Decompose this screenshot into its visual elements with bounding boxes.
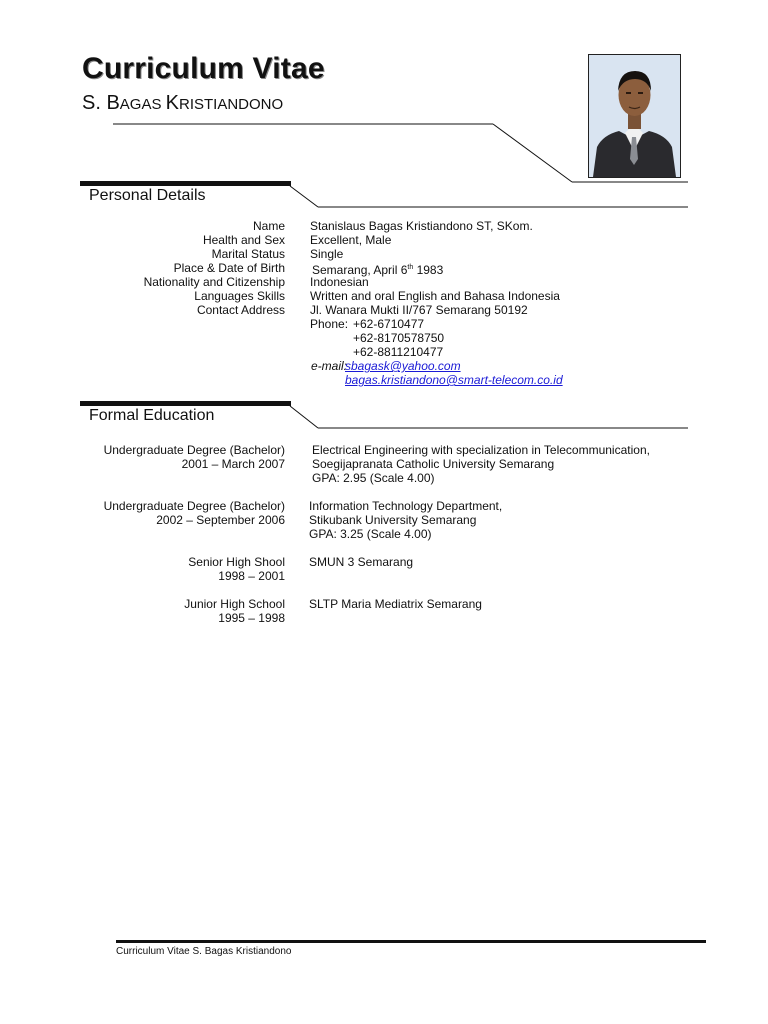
value-languages: Written and oral English and Bahasa Indonesia xyxy=(310,289,560,303)
label-languages: Languages Skills xyxy=(194,289,285,303)
name-last-rest: RISTIANDONO xyxy=(179,96,284,113)
phone-1: +62-6710477 xyxy=(353,317,425,331)
label-name: Name xyxy=(252,219,285,233)
section-title-education: Formal Education xyxy=(89,407,215,424)
name-prefix: S. xyxy=(82,92,107,114)
edu-3-line-1: SMUN 3 Semarang xyxy=(309,555,414,569)
name-last-initial: K xyxy=(165,92,179,114)
edu-1-label: Undergraduate Degree (Bachelor) xyxy=(103,443,285,457)
edu-2-period: 2002 – September 2006 xyxy=(156,513,285,527)
birth-suffix: th xyxy=(407,264,414,271)
edu-2-line-2: Stikubank University Semarang xyxy=(309,513,477,527)
label-marital: Marital Status xyxy=(211,247,285,261)
phone-label: Phone: xyxy=(310,317,349,331)
name-first-initial: B xyxy=(106,92,120,114)
label-birth: Place & Date of Birth xyxy=(173,261,285,275)
edu-4-period: 1995 – 1998 xyxy=(218,611,285,625)
edu-1-line-3: GPA: 2.95 (Scale 4.00) xyxy=(312,471,435,485)
birth-year: 1983 xyxy=(413,263,444,277)
value-name: Stanislaus Bagas Kristiandono ST, SKom. xyxy=(310,219,533,233)
edu-4-line-1: SLTP Maria Mediatrix Semarang xyxy=(309,597,482,611)
name-first-rest: AGAS xyxy=(119,96,166,113)
email-link-2[interactable]: bagas.kristiandono@smart-telecom.co.id xyxy=(345,373,563,387)
value-nationality: Indonesian xyxy=(310,275,369,289)
footer-text: Curriculum Vitae S. Bagas Kristiandono xyxy=(116,946,292,957)
edu-4-label: Junior High School xyxy=(184,597,285,611)
phone-3: +62-8811210477 xyxy=(353,345,444,359)
edu-1-period: 2001 – March 2007 xyxy=(181,457,285,471)
section-title-personal: Personal Details xyxy=(89,187,206,204)
value-address: Jl. Wanara Mukti II/767 Semarang 50192 xyxy=(310,303,528,317)
phone-2: +62-8170578750 xyxy=(353,331,445,345)
label-health: Health and Sex xyxy=(202,233,285,247)
edu-2-line-3: GPA: 3.25 (Scale 4.00) xyxy=(309,527,432,541)
label-nationality: Nationality and Citizenship xyxy=(143,275,285,289)
edu-3-period: 1998 – 2001 xyxy=(218,569,285,583)
birth-text: Semarang, April 6 xyxy=(312,263,408,277)
email-link-1[interactable]: sbagask@yahoo.com xyxy=(345,359,461,373)
page-title: Curriculum Vitae xyxy=(82,52,325,85)
edu-2-line-1: Information Technology Department, xyxy=(309,499,503,513)
value-marital: Single xyxy=(310,247,344,261)
edu-3-label: Senior High Shool xyxy=(188,555,285,569)
value-health: Excellent, Male xyxy=(310,233,392,247)
edu-1-line-1: Electrical Engineering with specialization in Telecommunication, xyxy=(312,443,650,457)
email-label: e-mail: xyxy=(311,359,348,373)
label-contact: Contact Address xyxy=(196,303,285,317)
edu-1-line-2: Soegijapranata Catholic University Semarang xyxy=(312,457,555,471)
edu-2-label: Undergraduate Degree (Bachelor) xyxy=(103,499,285,513)
